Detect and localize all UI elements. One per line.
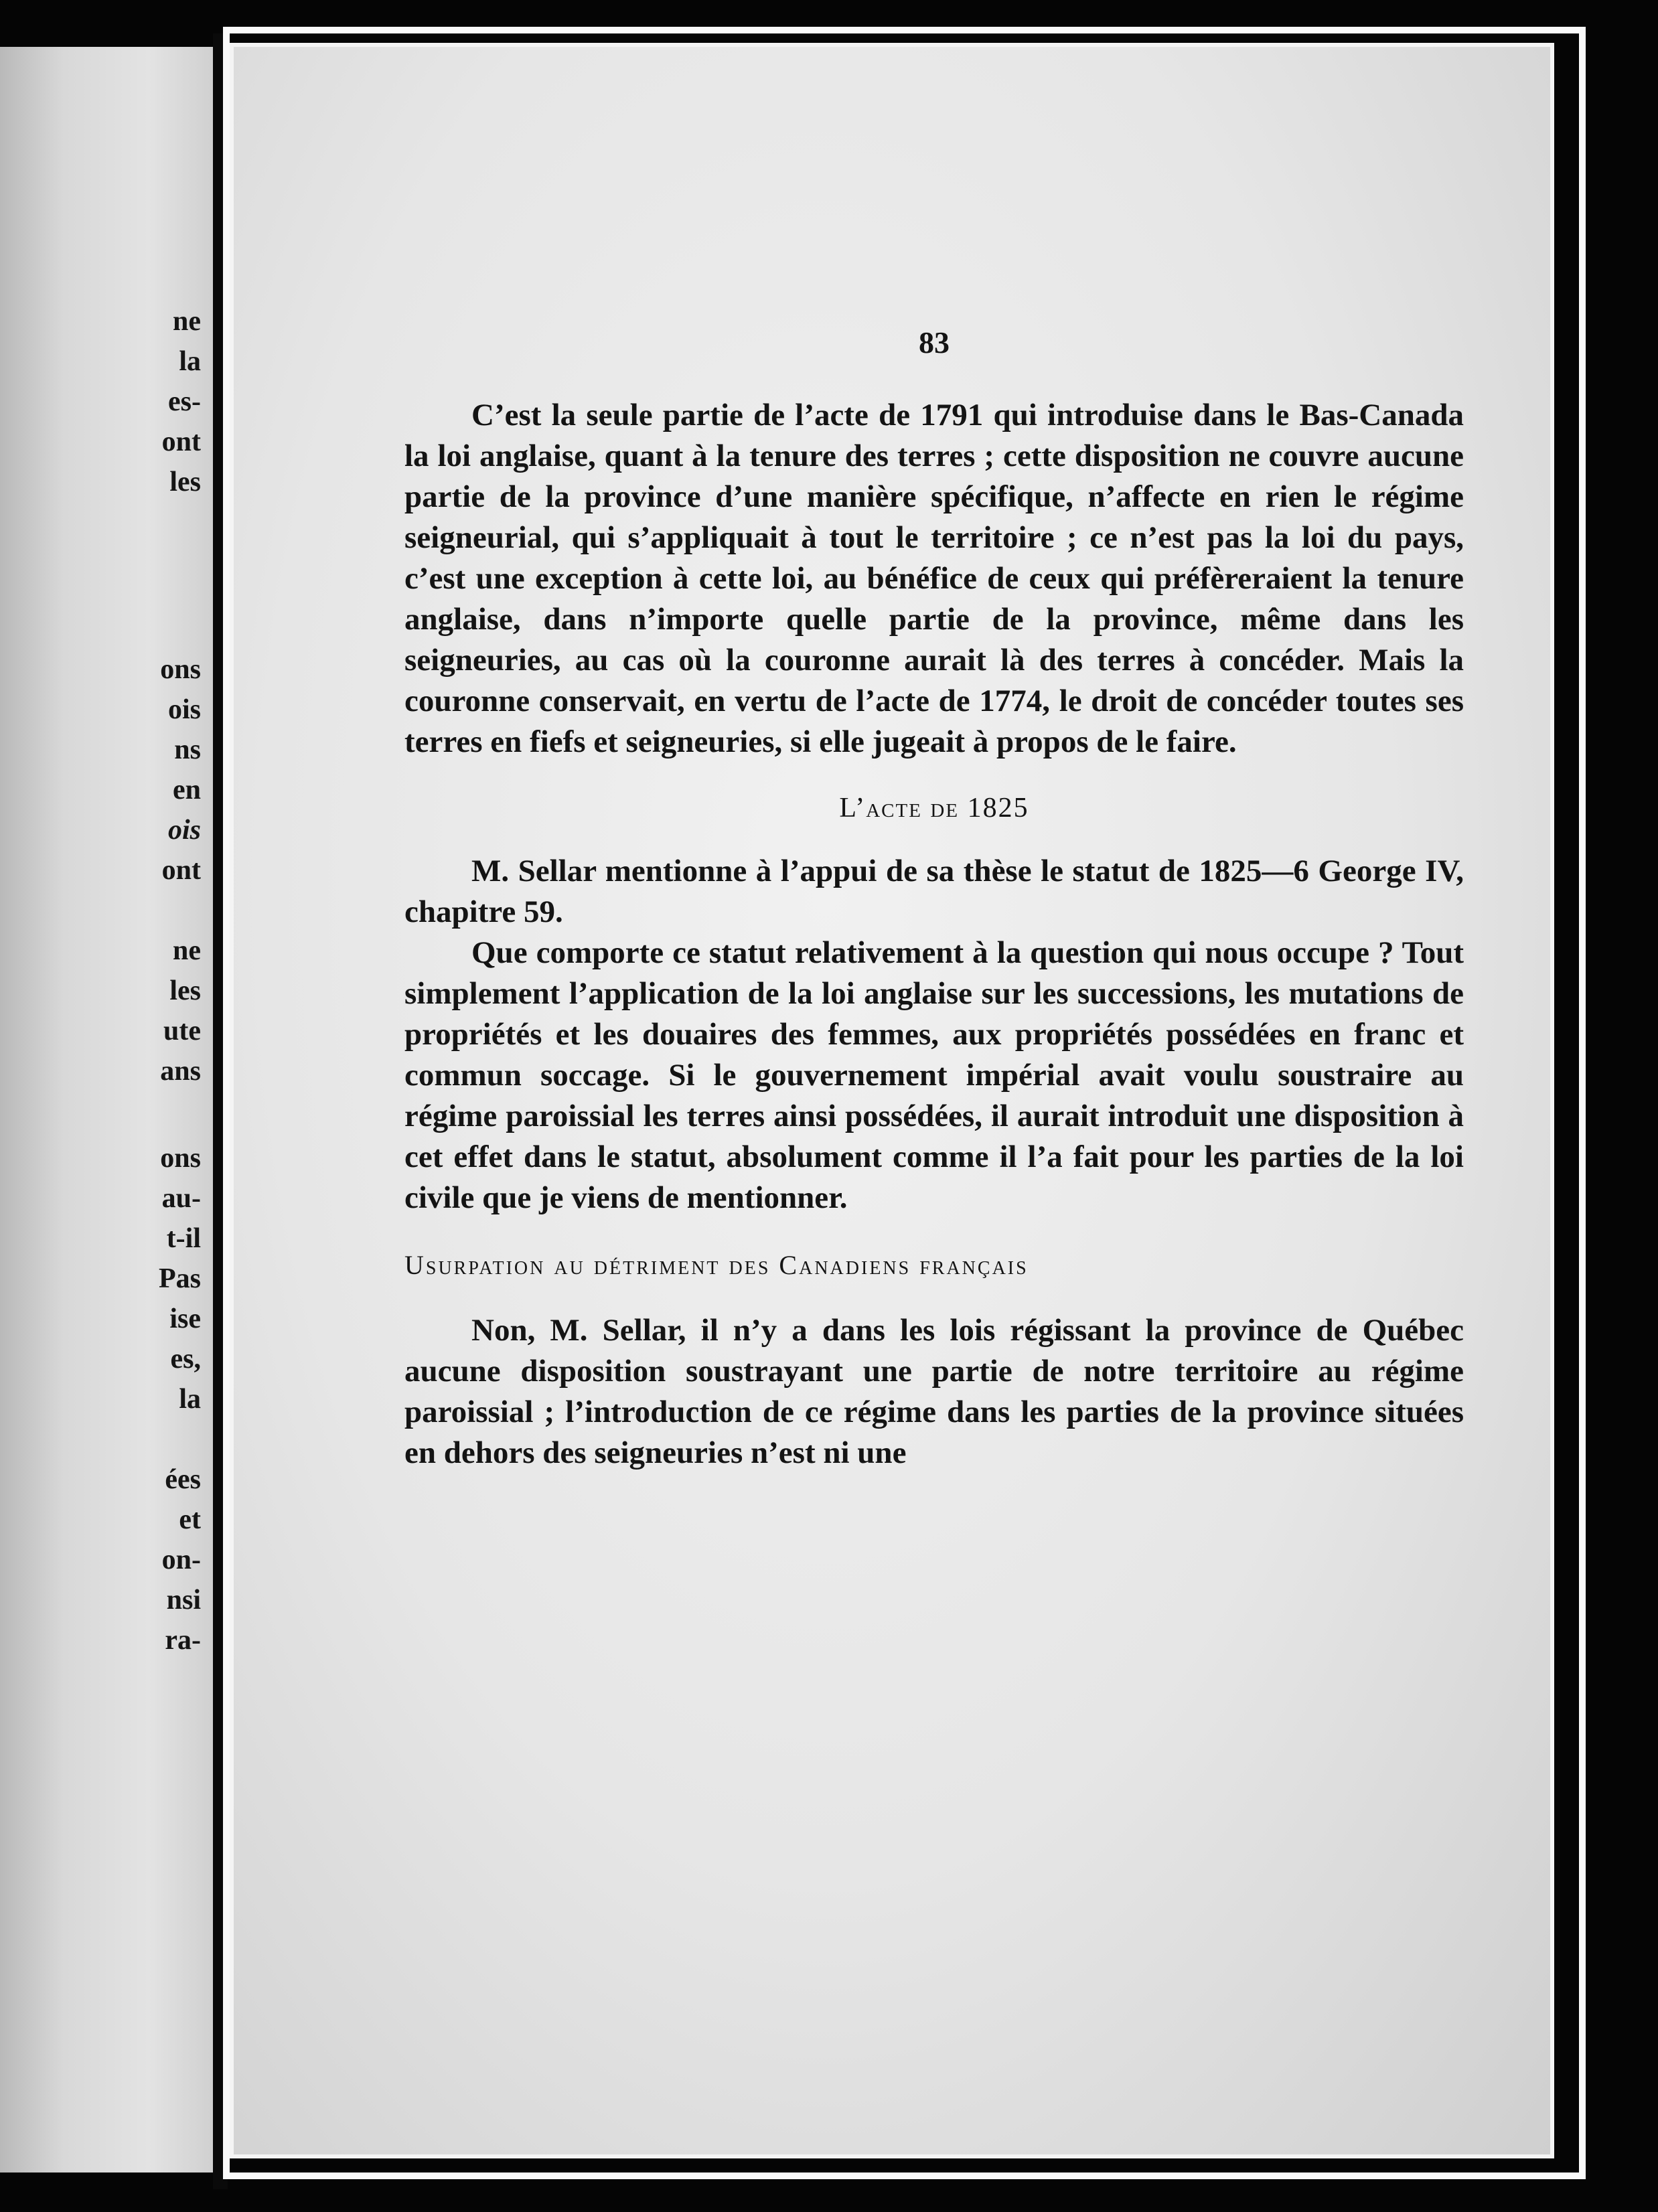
paragraph: Que comporte ce statut relativement à la question qui nous occupe ? Tout simplement l’application de la loi anglaise sur les successions, les mutations de propriétés et les douaires des femmes, aux propriétés possédées en franc et commun soccage. Si le gouvernement impérial avait voulu soustraire au régime paroissial les terres ainsi possédées, il aurait introduit une disposition à cet effet dans le statut, absolument comme il l’a fait pour les parties de la loi civile que je viens de mentionner. — [404, 935, 1464, 1215]
line-fragment: ra- — [165, 1625, 201, 1656]
page-number: 83 — [919, 325, 950, 360]
line-fragment: t-il — [166, 1223, 201, 1254]
line-fragment: on- — [161, 1545, 201, 1575]
previous-page-strip — [0, 47, 213, 2172]
line-fragment: ées — [165, 1464, 201, 1495]
line-fragment: ne — [173, 935, 201, 966]
line-fragment: la — [179, 346, 201, 377]
section-heading: L’acte de 1825 — [839, 793, 1029, 823]
line-fragment: ns — [174, 734, 201, 765]
line-fragment: ois — [167, 694, 201, 725]
line-fragment: les — [169, 467, 201, 497]
line-fragment: au- — [161, 1183, 201, 1214]
book-page — [230, 43, 1554, 2158]
line-fragment: ise — [169, 1304, 201, 1334]
line-fragment: ons — [160, 1143, 201, 1174]
paragraph: M. Sellar mentionne à l’appui de sa thèse le statut de 1825—6 George IV, chapitre 59. — [404, 854, 1464, 929]
line-fragment: la — [179, 1384, 201, 1415]
line-fragment: Pas — [159, 1263, 201, 1294]
page-text — [404, 325, 1464, 1474]
line-fragment: es- — [168, 386, 201, 417]
section-heading: Usurpation au détriment des Canadiens français — [404, 1250, 1029, 1280]
line-fragment: ons — [160, 654, 201, 685]
line-fragment: es, — [170, 1344, 201, 1374]
line-fragment: ute — [163, 1016, 201, 1046]
paragraph: Non, M. Sellar, il n’y a dans les lois régissant la province de Québec aucune disposition soustrayant une partie de notre territoire au régime paroissial ; l’introduction de ce régime dans les parties de la province situées en dehors des seigneuries n’est ni une — [404, 1313, 1464, 1470]
line-fragment: nsi — [166, 1585, 201, 1615]
line-fragment: ont — [161, 426, 201, 457]
line-fragment: ois — [167, 815, 201, 846]
paragraph: C’est la seule partie de l’acte de 1791 qui introduise dans le Bas-Canada la loi anglaise, quant à la tenure des terres ; cette disposition ne couvre aucune partie de la province d’une manière spécifique, n’affecte en rien le régime seigneurial, qui s’appliquait à tout le territoire ; ce n’est pas la loi du pays, c’est une exception à cette loi, au bénéfice de ceux qui préfèreraient la tenure anglaise, dans n’importe quelle partie de la province, même dans les seigneuries, au cas où la couronne aurait là des terres à concéder. Mais la couronne conservait, en vertu de l’acte de 1774, le droit de concéder toutes ses terres en fiefs et seigneuries, si elle jugeait à propos de le faire. — [404, 398, 1464, 759]
line-fragment: ans — [160, 1056, 201, 1087]
line-fragment: et — [179, 1504, 201, 1535]
line-fragment: les — [169, 975, 201, 1006]
line-fragment: ne — [173, 306, 201, 337]
line-fragment: ont — [161, 855, 201, 886]
line-fragment: en — [173, 775, 201, 805]
